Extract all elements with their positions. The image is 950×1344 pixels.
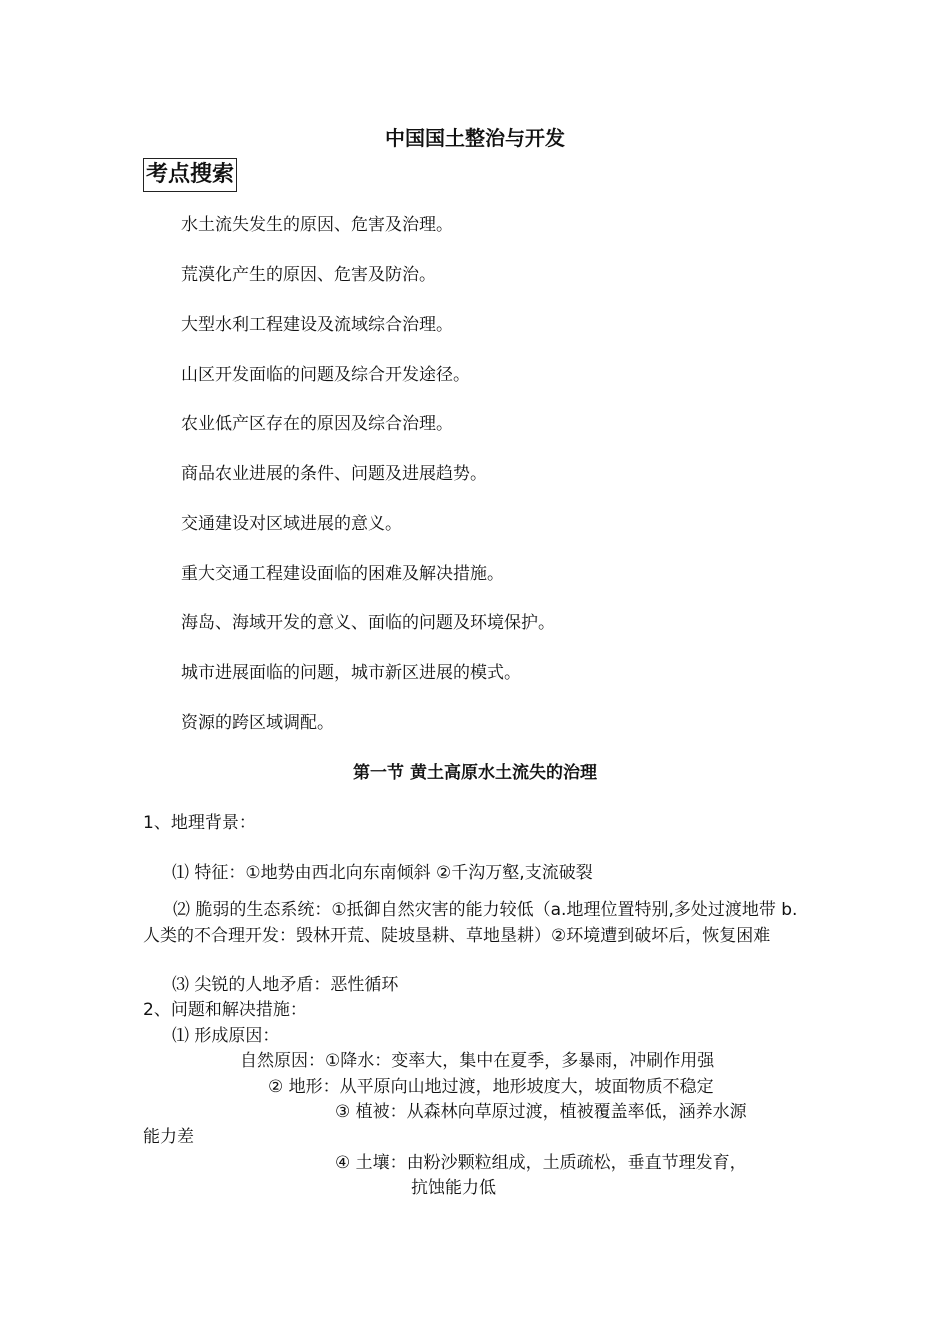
- paragraph-causes: ⑴ 形成原因：: [172, 1026, 280, 1046]
- heading-geographic-background: 1、地理背景：: [143, 813, 256, 833]
- topic-item: 农业低产区存在的原因及综合治理。: [181, 414, 453, 434]
- paragraph-terrain: ② 地形：从平原向山地过渡，地形坡度大，坡面物质不稳定: [268, 1077, 714, 1097]
- topic-item: 海岛、海域开发的意义、面临的问题及环境保护。: [181, 613, 555, 633]
- document-title: 中国国土整治与开发: [385, 126, 565, 150]
- paragraph-vegetation-cont: 能力差: [143, 1127, 194, 1147]
- section-title: 第一节 黄土高原水土流失的治理: [353, 763, 597, 783]
- paragraph-soil-cont: 抗蚀能力低: [411, 1178, 496, 1198]
- heading-problems-measures: 2、问题和解决措施：: [143, 1000, 307, 1020]
- paragraph-features: ⑴ 特征：①地势由西北向东南倾斜 ②千沟万壑,支流破裂: [172, 863, 593, 883]
- topic-item: 城市进展面临的问题，城市新区进展的模式。: [181, 663, 521, 683]
- topic-item: 交通建设对区域进展的意义。: [181, 514, 402, 534]
- paragraph-vegetation: ③ 植被：从森林向草原过渡，植被覆盖率低，涵养水源: [335, 1102, 747, 1122]
- topic-item: 荒漠化产生的原因、危害及防治。: [181, 265, 436, 285]
- paragraph-human-land-conflict: ⑶ 尖锐的人地矛盾：恶性循环: [172, 975, 399, 995]
- paragraph-fragile-ecosystem: ⑵ 脆弱的生态系统：①抵御自然灾害的能力较低（a.地理位置特别,多处过渡地带 b.人类的不合理开发：毁林开荒、陡坡垦耕、草地垦耕）②环境遭到破坏后，恢复困难: [143, 900, 798, 946]
- topic-item: 山区开发面临的问题及综合开发途径。: [181, 365, 470, 385]
- topic-item: 资源的跨区域调配。: [181, 713, 334, 733]
- search-heading: 考点搜索: [143, 158, 237, 192]
- paragraph-natural-causes: 自然原因：①降水：变率大，集中在夏季，多暴雨，冲刷作用强: [240, 1051, 715, 1071]
- topic-item: 商品农业进展的条件、问题及进展趋势。: [181, 464, 487, 484]
- topic-item: 重大交通工程建设面临的困难及解决措施。: [181, 564, 504, 584]
- topic-item: 大型水利工程建设及流域综合治理。: [181, 315, 453, 335]
- topic-item: 水土流失发生的原因、危害及治理。: [181, 215, 453, 235]
- paragraph-soil: ④ 土壤：由粉沙颗粒组成，土质疏松，垂直节理发育，: [335, 1153, 747, 1173]
